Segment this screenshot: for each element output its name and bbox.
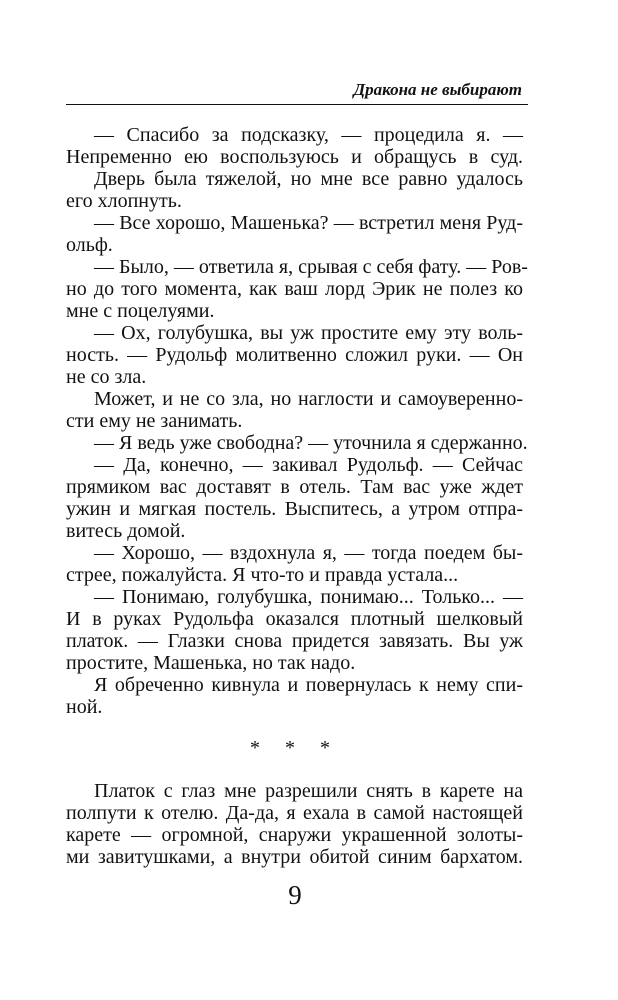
text-line: Платок с глаз мне разрешили снять в карете на xyxy=(94,780,523,802)
text-line: — Хорошо, — вздохнула я, — тогда поедем бы- xyxy=(94,542,523,564)
text-line: платок. — Глазки снова придется завязать. Вы уж xyxy=(66,630,523,652)
text-line: — Было, — ответила я, срывая с себя фату. — Ров- xyxy=(94,256,528,278)
text-line: не со зла. xyxy=(66,366,147,388)
text-line: полпути к отелю. Да-да, я ехала в самой настоящей xyxy=(66,802,523,824)
text-line: ми завитушками, а внутри обитой синим бархатом. xyxy=(66,846,523,868)
text-line: И в руках Рудольфа оказался плотный шелковый xyxy=(66,608,523,630)
text-line: — Понимаю, голубушка, понимаю... Только... — xyxy=(94,586,523,608)
text-line: мне с поцелуями. xyxy=(66,300,215,322)
text-line: но до того момента, как ваш лорд Эрик не полез ко xyxy=(66,278,523,300)
section-separator: * * * xyxy=(250,737,340,759)
text-line: — Я ведь уже свободна? — уточнила я сдержанно. xyxy=(94,432,528,454)
text-line: стрее, пожалуйста. Я что-то и правда устала... xyxy=(66,564,459,586)
page-number: 9 xyxy=(288,880,302,910)
text-line: Может, и не со зла, но наглости и самоуверенно- xyxy=(94,388,523,410)
text-line: прямиком вас доставят в отель. Там вас уже ждет xyxy=(66,476,523,498)
text-line: — Все хорошо, Машенька? — встретил меня Руд- xyxy=(94,212,523,234)
text-line: Непременно ею воспользуюсь и обращусь в суд. xyxy=(66,146,523,168)
text-line: Я обреченно кивнула и повернулась к нему спи- xyxy=(94,674,523,696)
text-line: простите, Машенька, но так надо. xyxy=(66,652,356,674)
text-line: — Ох, голубушка, вы уж простите ему эту воль- xyxy=(94,322,523,344)
text-line: его хлопнуть. xyxy=(66,190,182,212)
text-line: витесь домой. xyxy=(66,520,186,542)
text-line: — Да, конечно, — закивал Рудольф. — Сейчас xyxy=(94,454,523,476)
text-line: ной. xyxy=(66,696,103,718)
text-line: ность. — Рудольф молитвенно сложил руки. — Он xyxy=(66,344,523,366)
text-line: ольф. xyxy=(66,234,113,256)
text-line: карете — огромной, снаружи украшенной золоты- xyxy=(66,824,523,846)
text-line: ужин и мягкая постель. Выспитесь, а утром отпра- xyxy=(66,498,523,520)
text-line: Дверь была тяжелой, но мне все равно удалось xyxy=(94,168,523,190)
running-title: Дракона не выбирают xyxy=(353,80,522,99)
text-line: — Спасибо за подсказку, — процедила я. — xyxy=(94,124,523,146)
header-rule xyxy=(66,104,528,105)
text-line: сти ему не занимать. xyxy=(66,410,243,432)
